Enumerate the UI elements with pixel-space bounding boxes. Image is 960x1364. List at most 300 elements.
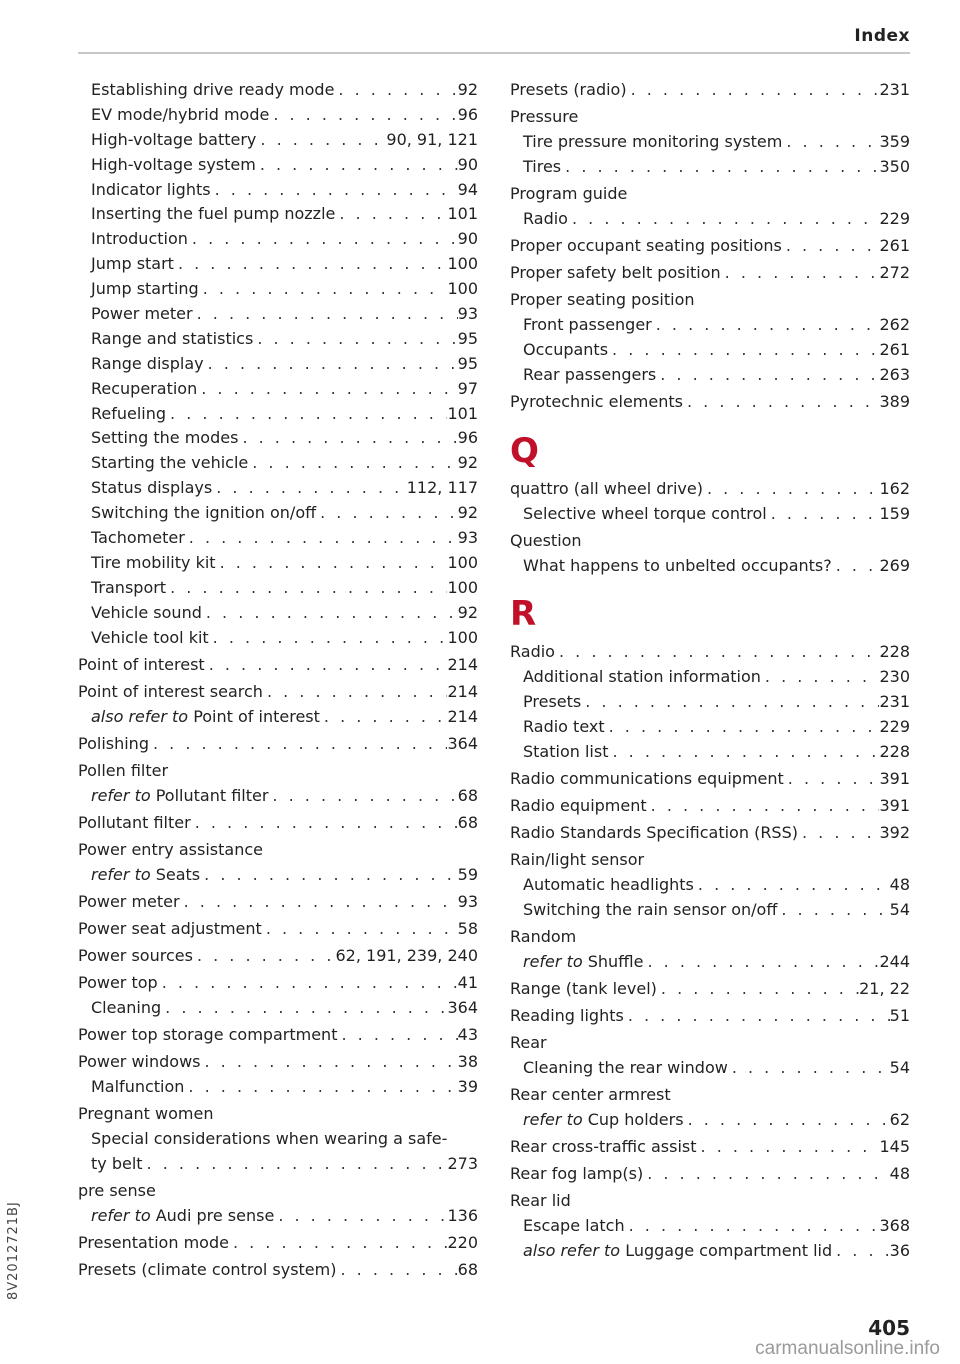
- index-term-text: Inserting the fuel pump nozzle: [91, 204, 336, 224]
- dot-leader: [216, 551, 448, 576]
- index-term: [510, 767, 784, 792]
- index-term: [91, 601, 202, 626]
- index-entry: [510, 554, 910, 579]
- page-reference: 214: [447, 681, 478, 701]
- index-entry: [510, 207, 910, 232]
- index-term-text: Power top: [78, 973, 158, 993]
- index-term: [523, 898, 777, 923]
- dot-leader: [262, 917, 458, 942]
- index-entry: [78, 705, 478, 730]
- dot-leader: [581, 690, 879, 715]
- index-term-text: Establishing drive ready mode: [91, 80, 335, 99]
- cross-reference-label: also refer to: [523, 1241, 621, 1261]
- index-entry: [510, 977, 910, 1002]
- page-reference: 93: [457, 891, 478, 911]
- page-reference: 48: [889, 875, 910, 895]
- index-term: [510, 288, 695, 313]
- page-reference: 231: [879, 692, 910, 712]
- index-term-text: Switching the rain sensor on/off: [523, 900, 778, 920]
- index-column-left: [78, 78, 478, 1283]
- page-reference: 100: [447, 552, 478, 572]
- page-reference: 220: [447, 1232, 478, 1252]
- dot-leader: [605, 715, 880, 740]
- index-term: [510, 640, 555, 665]
- page-reference: 350: [879, 156, 910, 176]
- index-term-text: Transport: [91, 577, 167, 597]
- page-reference: 39: [457, 1076, 478, 1096]
- index-term-text: Vehicle sound: [91, 602, 202, 622]
- cross-reference-label: refer to: [91, 1205, 151, 1225]
- dot-leader: [166, 402, 447, 427]
- index-entry: [78, 732, 478, 757]
- index-term: [78, 653, 205, 678]
- index-term: [510, 182, 627, 207]
- page-reference: 391: [879, 769, 910, 789]
- page-reference: 96: [457, 428, 478, 448]
- page-reference: 90, 91, 121: [386, 129, 478, 149]
- page-reference: 95: [457, 353, 478, 373]
- cross-reference-label: refer to: [523, 1110, 583, 1130]
- page-reference: 90: [457, 229, 478, 249]
- dot-leader: [268, 784, 457, 809]
- index-entry: [510, 477, 910, 502]
- dot-leader: [703, 477, 880, 502]
- index-term: [91, 78, 334, 103]
- page-reference: 214: [447, 654, 478, 674]
- page-reference: 100: [447, 279, 478, 299]
- index-term: [91, 784, 268, 809]
- index-term: [78, 917, 262, 942]
- dot-leader: [643, 950, 879, 975]
- index-term: [78, 1258, 336, 1283]
- index-term: [78, 680, 263, 705]
- index-term-text: Range (tank level): [510, 979, 657, 999]
- index-term-text: Audi pre sense: [155, 1205, 275, 1225]
- index-term-text: Indicator lights: [91, 179, 211, 199]
- index-entry: [78, 377, 478, 402]
- index-term: [78, 1179, 156, 1204]
- watermark: carmanualsonline.info: [755, 1338, 940, 1359]
- page-reference: 92: [457, 602, 478, 622]
- index-entry: [78, 1204, 478, 1229]
- dot-leader: [161, 996, 447, 1021]
- page-number: 405: [868, 1316, 910, 1340]
- index-term: [91, 501, 316, 526]
- index-term-text: Shuffle: [587, 952, 644, 972]
- index-entry: [510, 313, 910, 338]
- index-entry: [78, 1102, 478, 1127]
- index-entry: [510, 338, 910, 363]
- page-reference: 262: [879, 314, 910, 334]
- index-term: [91, 426, 238, 451]
- page-reference: 100: [447, 577, 478, 597]
- index-term-text: Rain/light sensor: [510, 850, 645, 870]
- dot-leader: [767, 502, 880, 527]
- dot-leader: [782, 130, 879, 155]
- index-term: [91, 302, 193, 327]
- page-reference: 272: [879, 262, 910, 282]
- index-entry: [78, 1050, 478, 1075]
- index-term: [91, 1127, 447, 1152]
- index-entry: [78, 277, 478, 302]
- index-term-text: Status displays: [91, 478, 213, 498]
- dot-leader: [149, 732, 447, 757]
- index-term-text: Selective wheel torque control: [523, 503, 767, 523]
- index-entry: [510, 873, 910, 898]
- index-term: [91, 551, 216, 576]
- index-term: [78, 890, 180, 915]
- index-term: [91, 576, 166, 601]
- page-reference: 43: [457, 1025, 478, 1045]
- dot-leader: [657, 977, 859, 1002]
- index-term-text: quattro (all wheel drive): [510, 478, 703, 498]
- page-reference: 145: [879, 1137, 910, 1157]
- page-reference: 95: [457, 328, 478, 348]
- page-reference: 92: [457, 453, 478, 473]
- index-entry: [78, 128, 478, 153]
- page-reference: 136: [447, 1205, 478, 1225]
- index-entry: [78, 576, 478, 601]
- page-reference: 112, 117: [406, 478, 478, 498]
- index-term: [78, 944, 193, 969]
- index-entry: [78, 352, 478, 377]
- index-entry: [78, 971, 478, 996]
- dot-leader: [784, 767, 880, 792]
- index-term-text: Switching the ignition on/off: [91, 503, 317, 523]
- index-term: [523, 338, 608, 363]
- page-reference: 21, 22: [859, 979, 910, 999]
- index-term: [78, 1102, 213, 1127]
- index-column-right: [510, 78, 910, 1264]
- index-term: [91, 103, 269, 128]
- index-term: [510, 78, 627, 103]
- index-term-text: Escape latch: [523, 1216, 625, 1236]
- dot-leader: [320, 705, 448, 730]
- letter-heading-q: Q: [510, 430, 539, 471]
- index-entry: [78, 103, 478, 128]
- index-term-text: Rear passengers: [523, 364, 657, 384]
- index-term-text: Cleaning: [91, 997, 162, 1017]
- index-term-text: Radio text: [523, 717, 605, 737]
- index-term: [91, 128, 256, 153]
- index-term-text: Power entry assistance: [78, 839, 263, 859]
- page-reference: 364: [447, 733, 478, 753]
- index-term: [91, 863, 200, 888]
- index-entry: [78, 1179, 478, 1204]
- dot-leader: [624, 1004, 890, 1029]
- index-term-text: Proper occupant seating positions: [510, 235, 782, 255]
- index-term-text: Power top storage compartment: [78, 1025, 338, 1045]
- index-entry: [510, 1083, 910, 1108]
- dot-leader: [197, 377, 457, 402]
- index-term-text: Pollutant filter: [155, 785, 269, 805]
- index-term-text: Pyrotechnic elements: [510, 391, 683, 411]
- index-entry: [78, 1152, 478, 1177]
- index-term: [510, 1162, 643, 1187]
- dot-leader: [334, 78, 457, 103]
- dot-leader: [202, 601, 458, 626]
- index-term-text: Presets (radio): [510, 80, 627, 99]
- index-term: [510, 1004, 624, 1029]
- index-term-text: Station list: [523, 742, 609, 762]
- index-entry: [510, 1214, 910, 1239]
- dot-leader: [721, 261, 880, 286]
- page-reference: 36: [889, 1241, 910, 1261]
- dot-leader: [158, 971, 458, 996]
- dot-leader: [643, 1162, 889, 1187]
- index-term: [523, 665, 761, 690]
- index-term: [91, 526, 185, 551]
- page-reference: 230: [879, 667, 910, 687]
- index-term-text: Point of interest: [78, 654, 205, 674]
- dot-leader: [761, 665, 880, 690]
- index-entry: [510, 821, 910, 846]
- index-entry: [510, 288, 910, 313]
- index-entry: [78, 1258, 478, 1283]
- dot-leader: [201, 1050, 458, 1075]
- index-term-text: Rear cross-traffic assist: [510, 1137, 697, 1157]
- dot-leader: [212, 476, 407, 501]
- index-term-text: Jump start: [91, 254, 174, 274]
- dot-leader: [180, 890, 458, 915]
- page-reference: 101: [447, 204, 478, 224]
- dot-leader: [193, 944, 336, 969]
- index-entry: [510, 155, 910, 180]
- index-entry: [510, 767, 910, 792]
- index-term-text: Tire pressure monitoring system: [523, 131, 783, 151]
- page-title: Index: [854, 26, 910, 46]
- page-reference: 389: [879, 391, 910, 411]
- index-term: [510, 234, 782, 259]
- index-term-text: ty belt: [91, 1153, 143, 1173]
- index-entry: [78, 863, 478, 888]
- dot-leader: [209, 626, 448, 651]
- cross-reference-label: also refer to: [91, 706, 189, 726]
- page-reference: 392: [879, 823, 910, 843]
- page-reference: 92: [457, 503, 478, 523]
- index-term-text: Tires: [523, 156, 562, 176]
- index-term-text: Jump starting: [91, 279, 199, 299]
- dot-leader: [269, 103, 457, 128]
- index-term-text: Pregnant women: [78, 1104, 214, 1124]
- index-term-text: Radio Standards Specification (RSS): [510, 823, 798, 843]
- page-reference: 38: [457, 1052, 478, 1072]
- dot-leader: [627, 78, 880, 103]
- index-term: [523, 130, 782, 155]
- index-term: [510, 261, 721, 286]
- index-term-text: Special considerations when wearing a safe-: [91, 1128, 448, 1148]
- index-term: [510, 529, 582, 554]
- index-term-text: High-voltage battery: [91, 129, 257, 149]
- index-term: [523, 554, 832, 579]
- index-entry: [510, 848, 910, 873]
- index-entry: [78, 327, 478, 352]
- page-reference: 368: [879, 1216, 910, 1236]
- index-term: [523, 363, 656, 388]
- index-term-text: Power windows: [78, 1052, 201, 1072]
- page-reference: 62: [889, 1110, 910, 1130]
- dot-leader: [205, 653, 448, 678]
- index-entry: [510, 1108, 910, 1133]
- index-entry: [78, 653, 478, 678]
- index-entry: [510, 898, 910, 923]
- index-entry: [510, 105, 910, 130]
- page-reference: 228: [879, 742, 910, 762]
- index-entry: [78, 252, 478, 277]
- page-reference: 229: [879, 208, 910, 228]
- index-term: [78, 759, 168, 784]
- index-entry: [78, 501, 478, 526]
- index-entry: [510, 925, 910, 950]
- dot-leader: [174, 252, 448, 277]
- index-entry: [78, 890, 478, 915]
- index-entry: [510, 1056, 910, 1081]
- page-reference: 90: [457, 154, 478, 174]
- dot-leader: [832, 554, 880, 579]
- index-entry: [78, 811, 478, 836]
- dot-leader: [798, 821, 879, 846]
- index-term: [523, 1056, 728, 1081]
- index-term-text: Cup holders: [587, 1110, 684, 1130]
- index-entry: [78, 551, 478, 576]
- cross-reference-label: refer to: [523, 952, 583, 972]
- page-reference: 100: [447, 254, 478, 274]
- page-reference: 100: [447, 627, 478, 647]
- index-term-text: Range and statistics: [91, 328, 254, 348]
- dot-leader: [694, 873, 890, 898]
- index-term-text: Automatic headlights: [523, 875, 694, 895]
- dot-leader: [199, 277, 448, 302]
- index-entry: [78, 178, 478, 203]
- index-term: [510, 821, 798, 846]
- index-term-text: Power seat adjustment: [78, 918, 262, 938]
- dot-leader: [337, 1023, 457, 1048]
- page-reference: 48: [889, 1164, 910, 1184]
- index-entry: [78, 153, 478, 178]
- page-reference: 59: [457, 864, 478, 884]
- dot-leader: [204, 352, 458, 377]
- index-entry: [510, 1189, 910, 1214]
- index-term: [510, 1135, 697, 1160]
- index-term: [510, 477, 703, 502]
- dot-leader: [253, 327, 457, 352]
- index-term: [91, 1204, 274, 1229]
- index-term: [91, 227, 188, 252]
- index-term: [91, 626, 209, 651]
- index-entry: [510, 1031, 910, 1056]
- dot-leader: [193, 302, 458, 327]
- dot-leader: [656, 363, 879, 388]
- index-term: [523, 207, 568, 232]
- page-reference: 54: [889, 1058, 910, 1078]
- index-entry: [78, 1127, 478, 1152]
- dot-leader: [555, 640, 879, 665]
- page-reference: 62, 191, 239, 240: [335, 945, 478, 965]
- index-entry: [78, 526, 478, 551]
- page-reference: 228: [879, 642, 910, 662]
- index-term: [91, 402, 166, 427]
- index-term: [523, 313, 652, 338]
- dot-leader: [143, 1152, 448, 1177]
- index-entry: [510, 1004, 910, 1029]
- page-reference: 159: [879, 503, 910, 523]
- index-term: [510, 925, 576, 950]
- dot-leader: [684, 1108, 890, 1133]
- index-term-text: Tire mobility kit: [91, 552, 216, 572]
- index-term: [510, 390, 683, 415]
- page-reference: 269: [879, 555, 910, 575]
- dot-leader: [229, 1231, 448, 1256]
- page-reference: 162: [879, 478, 910, 498]
- index-entry: [510, 78, 910, 103]
- page-reference: 101: [447, 403, 478, 423]
- index-entry: [78, 402, 478, 427]
- page-reference: 68: [457, 785, 478, 805]
- index-term-text: Radio: [510, 642, 555, 662]
- index-term-text: Cleaning the rear window: [523, 1058, 728, 1078]
- index-term: [91, 352, 204, 377]
- index-term: [510, 977, 657, 1002]
- index-term: [78, 1023, 337, 1048]
- index-term: [510, 1189, 571, 1214]
- index-term-text: Presets (climate control system): [78, 1259, 337, 1279]
- dot-leader: [191, 811, 458, 836]
- dot-leader: [832, 1239, 890, 1264]
- index-entry: [78, 476, 478, 501]
- index-term-text: Polishing: [78, 733, 149, 753]
- index-entry: [510, 1135, 910, 1160]
- index-term: [91, 1075, 184, 1100]
- index-term-text: Seats: [155, 864, 201, 884]
- page-reference: 93: [457, 528, 478, 548]
- index-term-text: pre sense: [78, 1180, 156, 1200]
- index-term: [91, 178, 211, 203]
- index-entry: [78, 451, 478, 476]
- dot-leader: [652, 313, 880, 338]
- index-term-text: Radio communications equipment: [510, 769, 784, 789]
- page-reference: 261: [879, 235, 910, 255]
- index-term-text: Pressure: [510, 107, 579, 127]
- index-term: [91, 705, 320, 730]
- dot-leader: [697, 1135, 880, 1160]
- index-term: [91, 996, 161, 1021]
- index-term: [523, 155, 561, 180]
- index-term-text: Rear: [510, 1033, 547, 1053]
- index-term-text: Point of interest: [193, 706, 320, 726]
- index-term-text: Recuperation: [91, 378, 198, 398]
- dot-leader: [336, 1258, 457, 1283]
- index-term-text: What happens to unbelted occupants?: [523, 555, 832, 575]
- index-term: [78, 811, 191, 836]
- index-entry: [510, 234, 910, 259]
- index-entry: [510, 1162, 910, 1187]
- dot-leader: [568, 207, 879, 232]
- index-term: [523, 873, 694, 898]
- index-entry: [78, 1231, 478, 1256]
- header-rule: [78, 52, 910, 54]
- index-term-text: Introduction: [91, 229, 188, 249]
- index-entry: [78, 227, 478, 252]
- index-term: [78, 838, 263, 863]
- index-entry: [78, 1075, 478, 1100]
- dot-leader: [316, 501, 458, 526]
- index-term-text: Vehicle tool kit: [91, 627, 209, 647]
- page-reference: 41: [457, 973, 478, 993]
- dot-leader: [200, 863, 458, 888]
- index-term: [523, 502, 767, 527]
- page-reference: 229: [879, 717, 910, 737]
- index-entry: [78, 759, 478, 784]
